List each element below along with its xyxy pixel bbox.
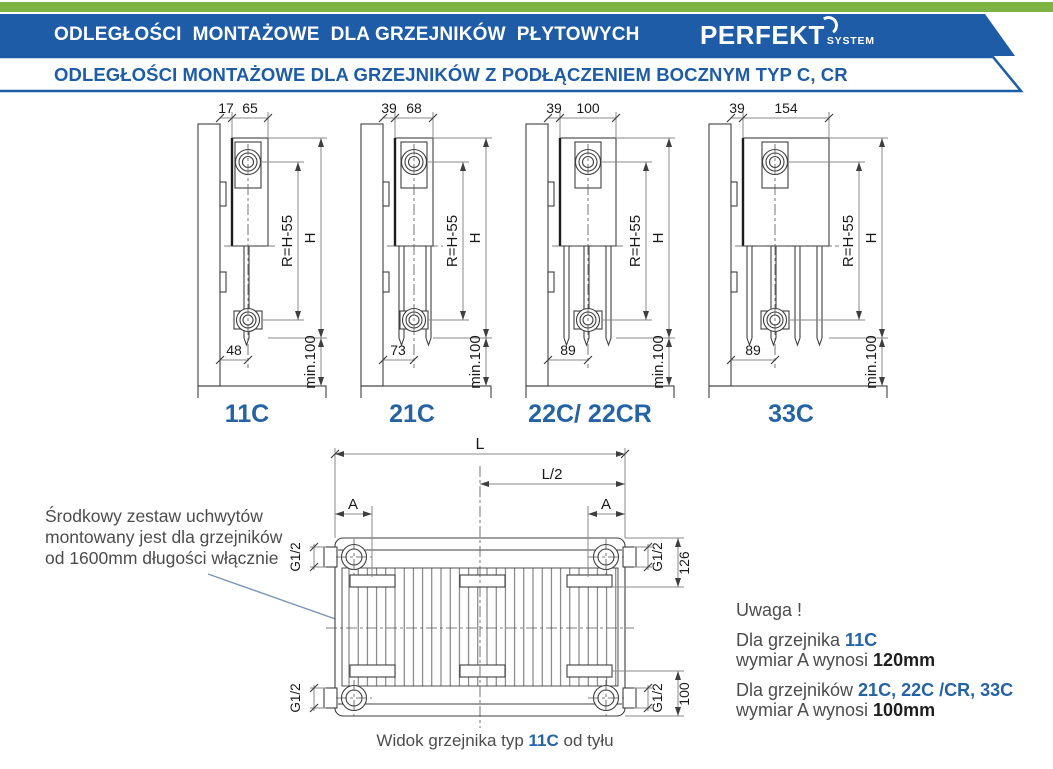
wall-bracket-top: [220, 182, 226, 206]
bottom-pitch-dim-label: 100: [676, 682, 692, 706]
thread-label-bottom-left: G1/2: [288, 683, 303, 713]
rear-view-caption: [280, 731, 710, 751]
radiator-profile: [220, 138, 268, 345]
height-dim-label: H: [467, 232, 484, 244]
side-view-22c: [506, 98, 689, 398]
warning-title: Uwaga !: [736, 600, 803, 620]
warning-note: [736, 600, 1013, 720]
note2-line2: [736, 700, 1013, 720]
wall-gap-dim-label: 39: [546, 100, 562, 116]
side-view-33c: [689, 98, 902, 398]
type-label-21c: 21C: [389, 400, 435, 428]
side-view-diagrams-row: [178, 98, 902, 398]
floor-clearance-dim-label: min.100: [863, 335, 880, 389]
radius-dim-label: R=H-55: [444, 214, 461, 268]
type-label-22c: 22C/ 22CR: [528, 400, 652, 428]
caption-type: 11C: [528, 731, 559, 750]
note1-dim-prefix: wymiar A wynosi: [736, 650, 874, 670]
note2-types: 21C, 22C /CR, 33C: [858, 680, 1014, 700]
bracket-offset-dim-label-right: A: [600, 496, 612, 513]
wall-bracket-bottom: [220, 272, 226, 292]
pipe-offset-dim-label: 48: [226, 342, 242, 358]
depth-dim-label: 100: [576, 100, 600, 116]
thread-label-bottom-right: G1/2: [650, 683, 665, 713]
radiator-profile: [548, 138, 616, 345]
pipe-offset-dim-label: 73: [390, 342, 406, 358]
bracket-note-line3: od 1600mm długości włącznie: [45, 548, 279, 568]
top-pitch-dim-label: 126: [676, 551, 692, 575]
note2-prefix: Dla grzejników: [736, 680, 859, 700]
side-view-11c: [178, 98, 341, 398]
wall-bracket-bottom: [383, 272, 389, 292]
note1-types: 11C: [845, 630, 878, 650]
height-dim-label: H: [650, 232, 667, 244]
floor-clearance-dim-label: min.100: [650, 335, 667, 389]
green-top-bar: [0, 2, 1053, 12]
depth-dim-label: 65: [242, 100, 258, 116]
note1-line1: [736, 630, 1013, 650]
note1-line2: [736, 650, 1013, 670]
note1-prefix: Dla grzejnika: [736, 630, 846, 650]
note1-value: 120mm: [873, 650, 936, 670]
bracket-note-line2: montowany jest dla grzejników: [45, 527, 283, 547]
wall-gap-dim-label: 39: [381, 100, 397, 116]
height-dim-label: H: [302, 232, 319, 244]
height-dim-label: H: [863, 232, 880, 244]
pipe-offset-dim-label: 89: [560, 342, 576, 358]
wall-gap-dim-label: 17: [218, 100, 234, 116]
note2-line1: [736, 680, 1013, 700]
thread-label-top-left: G1/2: [288, 542, 303, 572]
radiator-profile: [383, 138, 433, 345]
floor-clearance-dim-label: min.100: [302, 335, 319, 389]
rear-view-diagram: [280, 432, 710, 732]
wall-bracket-top: [731, 182, 737, 206]
thread-label-top-right: G1/2: [650, 542, 665, 572]
floor-clearance-dim-label: min.100: [467, 335, 484, 389]
depth-dim-label: 68: [406, 100, 422, 116]
brand-logo: [700, 22, 875, 48]
depth-dim-label: 154: [774, 100, 798, 116]
type-label-33c: 33C: [768, 400, 814, 428]
caption-prefix: Widok grzejnika typ: [376, 731, 529, 750]
note2-dim-prefix: wymiar A wynosi: [736, 700, 874, 720]
wall-bracket-bottom: [731, 272, 737, 292]
radius-dim-label: R=H-55: [627, 214, 644, 268]
brand-name: PERFEKT: [700, 20, 825, 50]
bracket-note: [45, 506, 282, 569]
radius-dim-label: R=H-55: [279, 214, 296, 268]
wall-bracket-top: [383, 182, 389, 206]
pipe-offset-dim-label: 89: [745, 342, 761, 358]
floor: [709, 386, 887, 398]
type-label-11c: 11C: [224, 400, 270, 428]
page-title: ODLEGŁOŚCI MONTAŻOWE DLA GRZEJNIKÓW PŁYTOWYCH: [54, 24, 640, 45]
brand-suffix: SYSTEM: [826, 35, 875, 47]
side-view-21c: [341, 98, 506, 398]
half-length-dim-label: L/2: [541, 466, 563, 483]
bracket-offset-dim-label-left: A: [347, 496, 359, 513]
bracket-note-line1: Środkowy zestaw uchwytów: [45, 506, 263, 526]
radius-dim-label: R=H-55: [840, 214, 857, 268]
length-dim-label: L: [475, 436, 485, 453]
note2-value: 100mm: [873, 700, 936, 720]
wall-gap-dim-label: 39: [729, 100, 745, 116]
wall-bracket-top: [548, 182, 554, 206]
caption-suffix: od tyłu: [558, 731, 614, 750]
radiator-profile: [731, 138, 829, 345]
page-subtitle: ODLEGŁOŚCI MONTAŻOWE DLA GRZEJNIKÓW Z PODŁĄCZENIEM BOCZNYM TYP C, CR: [54, 64, 848, 85]
wall-bracket-bottom: [548, 272, 554, 292]
